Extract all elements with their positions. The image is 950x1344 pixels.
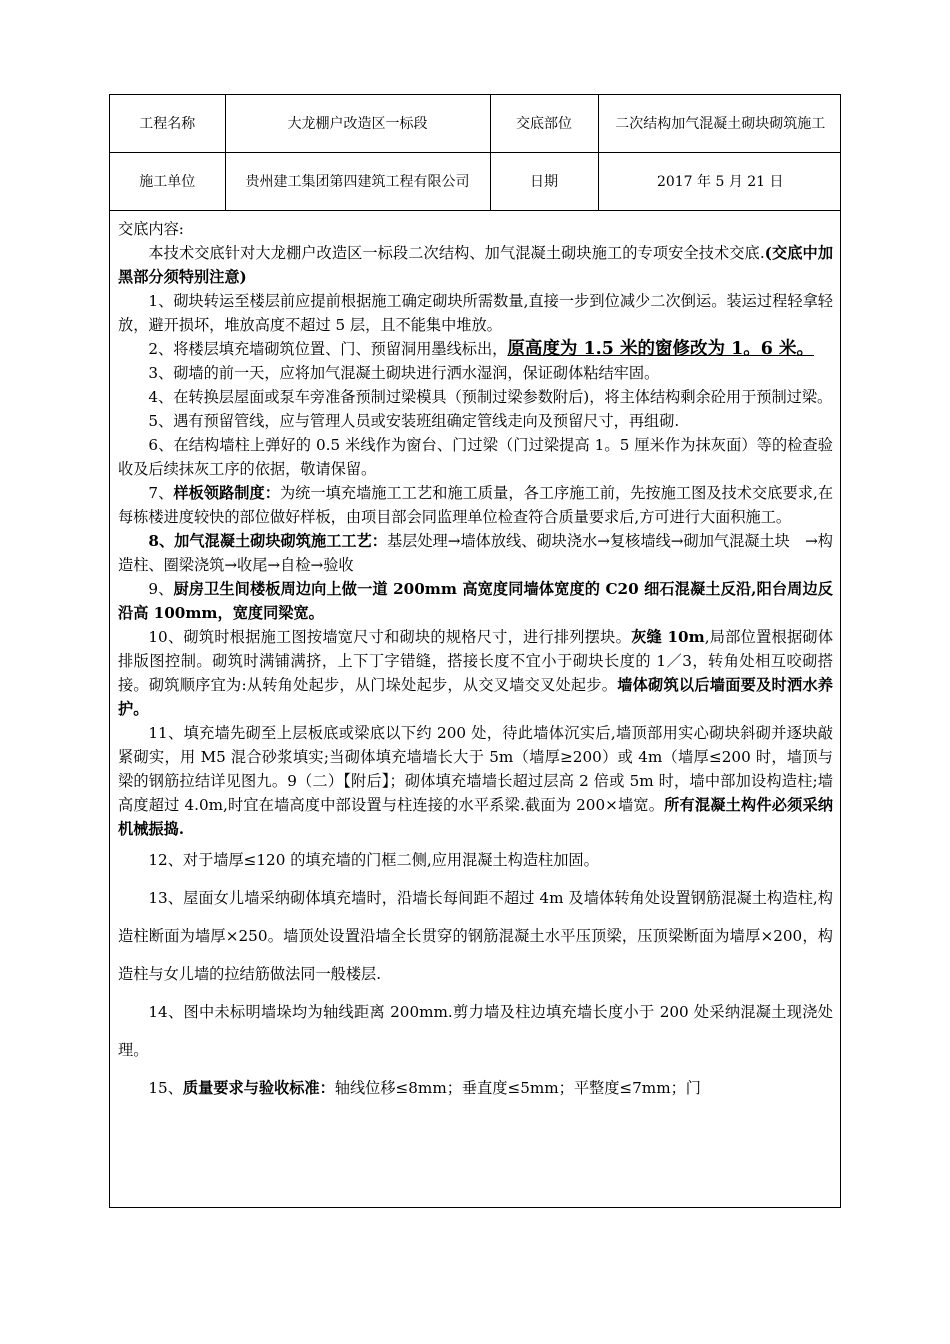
item-5: 5、遇有预留管线，应与管理人员或安装班组确定管线走向及预留尺寸，再组砌. [148,412,680,430]
item-12: 12、对于墙厚≤120 的填充墙的门框二侧,应用混凝土构造柱加固。 [148,851,599,869]
content-label: 交底内容: [118,220,184,238]
item-14: 14、图中未标明墙垛均为轴线距离 200mm.剪力墙及柱边填充墙长度小于 200 处采纳混凝土现浇处理。 [118,1003,833,1059]
item-6: 6、在结构墙柱上弹好的 0.5 米线作为窗台、门过梁（门过梁提高 1。5 厘米作为抹灰面）等的检查验收及后续抹灰工序的依据，敬请保留。 [118,436,833,478]
header-table [110,95,841,211]
item-9: 9、厨房卫生间楼板周边向上做一道 200mm 高宽度同墙体宽度的 C20 细石混凝土反沿,阳台周边反沿高 100mm，宽度同梁宽。 [118,580,833,622]
part-label: 交底部位 [490,95,598,153]
date-value: 2017 年 5 月 21 日 [598,153,841,211]
project-name: 大龙棚户改造区一标段 [225,95,490,153]
item-8: 8、加气混凝土砌块砌筑施工工艺：基层处理→墙体放线、砌块浇水→复核墙线→砌加气混凝土块 →构造柱、圈梁浇筑→收尾→自检→验收 [118,532,833,574]
intro-paragraph: 本技术交底针对大龙棚户改造区一标段二次结构、加气混凝土砌块施工的专项安全技术交底.(交底中加黑部分须特别注意) [118,244,834,286]
disclosure-form [109,94,841,1208]
item-2-emphasis: 原高度为 1.5 米的窗修改为 1。6 米。 [507,339,815,359]
date-label: 日期 [490,153,598,211]
item-15: 15、质量要求与验收标准：轴线位移≤8mm；垂直度≤5mm；平整度≤7mm；门 [148,1079,701,1097]
item-3: 3、砌墙的前一天，应将加气混凝土砌块进行洒水湿润，保证砌体粘结牢固。 [148,364,660,382]
item-1: 1、砌块转运至楼层前应提前根据施工确定砌块所需数量,直接一步到位减少二次倒运。装运过程轻拿轻放，避开损坏，堆放高度不超过 5 层，且不能集中堆放。 [118,292,833,334]
part-value: 二次结构加气混凝土砌块砌筑施工 [598,95,841,153]
item-11: 11、填充墙先砌至上层板底或梁底以下约 200 处，待此墙体沉实后,墙顶部用实心砌块斜砌并逐块敲紧砌实，用 M5 混合砂浆填实;当砌体填充墙墙长大于 5m（墙厚≥200）或 4m（墙厚≤200 时，墙顶与梁的钢筋拉结详见图九。9（二）【附后】；砌体填充墙墙长超过层高 2 倍或 5m 时，墙中部加设构造柱;墙高度超过 4.0m,时宜在墙高度中部设置与柱连接的水平系梁.截面为 200×墙宽。所有混凝土构件必须采纳机械振捣. [118,724,833,838]
item-4: 4、在转换层屋面或泵车旁准备预制过梁模具（预制过梁参数附后)，将主体结构剩余砼用于预制过梁。 [148,388,833,406]
unit-value: 贵州建工集团第四建筑工程有限公司 [225,153,490,211]
project-name-label: 工程名称 [110,95,225,153]
disclosure-content [110,211,840,1107]
item-7: 7、样板领路制度：为统一填充墙施工工艺和施工质量，各工序施工前，先按施工图及技术交底要求,在每栋楼进度较快的部位做好样板，由项目部会同监理单位检查符合质量要求后,方可进行大面积施工。 [118,484,834,526]
item-13: 13、屋面女儿墙采纳砌体填充墙时，沿墙长每间距不超过 4m 及墙体转角处设置钢筋混凝土构造柱,构造柱断面为墙厚×250。墙顶处设置沿墙全长贯穿的钢筋混凝土水平压顶梁，压顶梁断面为墙厚×200，构造柱与女儿墙的拉结筋做法同一般楼层. [118,889,833,983]
item-2: 2、将楼层填充墙砌筑位置、门、预留洞用墨线标出，原高度为 1.5 米的窗修改为 1。6 米。 [148,339,815,359]
unit-label: 施工单位 [110,153,225,211]
item-10: 10、砌筑时根据施工图按墙宽尺寸和砌块的规格尺寸，进行排列摆块。灰缝 10m,局部位置根据砌体排版图控制。砌筑时满铺满挤，上下丁字错缝，搭接长度不宜小于砌块长度的 1／3，转角处相互咬砌搭接。砌筑顺序宜为:从转角处起步，从门垛处起步，从交叉墙交叉处起步。墙体砌筑以后墙面要及时洒水养护。 [118,628,834,718]
